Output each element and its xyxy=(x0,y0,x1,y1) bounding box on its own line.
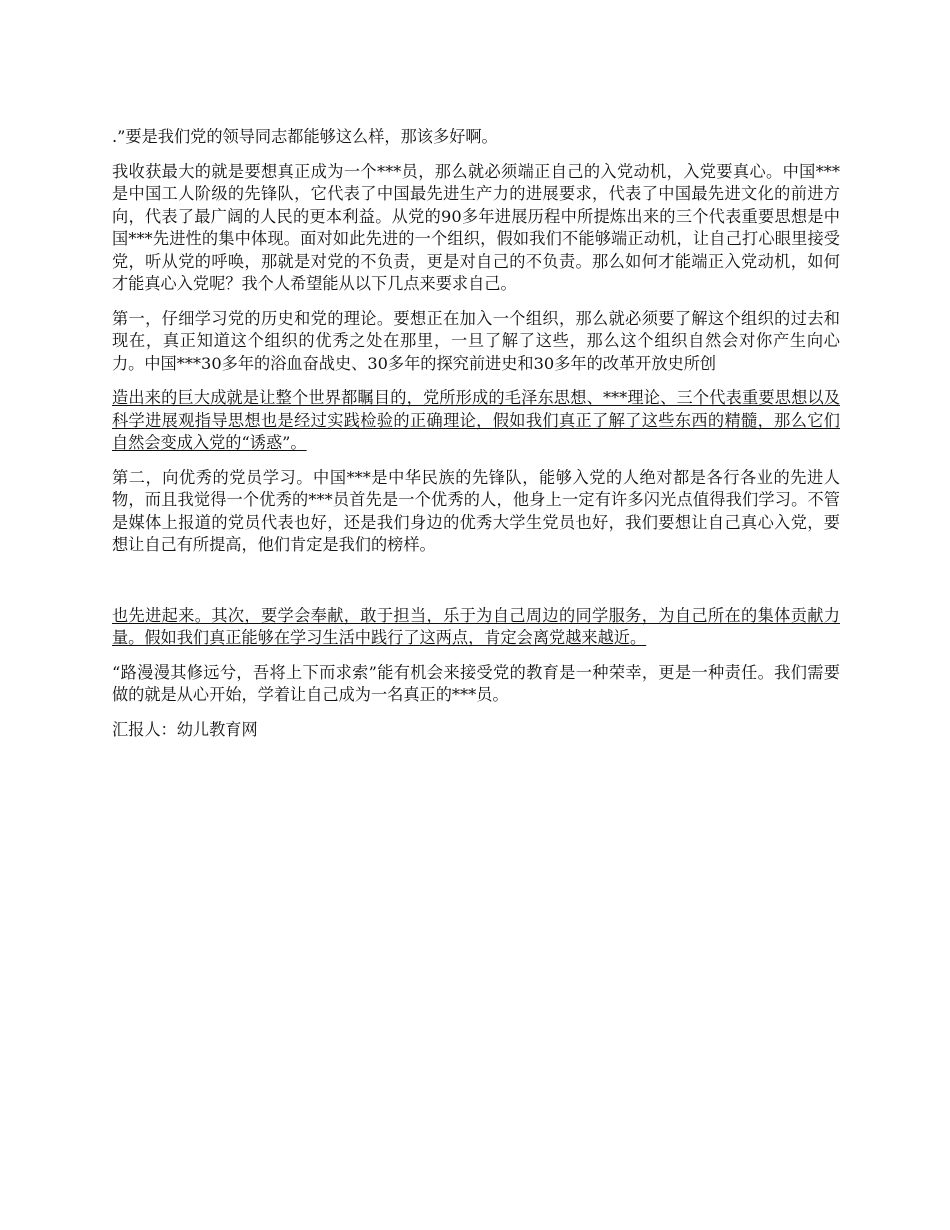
paragraph-closing-quote: .”要是我们党的领导同志都能够这么样，那该多好啊。 xyxy=(112,127,498,146)
paragraph-first-point-continued: 造出来的巨大成就是让整个世界都瞩目的，党所形成的毛泽东思想、***理论、三个代表重要思想以及科学进展观指导思想也是经过实践检验的正确理论，假如我们真正了解了这些东西的精髓，那么它们自然会变成入党的“诱惑”。 xyxy=(112,388,840,452)
paragraph-second-point-continued: 也先进起来。其次，要学会奉献，敢于担当，乐于为自己周边的同学服务，为自己所在的集体贡献力量。假如我们真正能够在学习生活中践行了这两点，肯定会离党越来越近。 xyxy=(112,605,840,647)
paragraph-motivation: 我收获最大的就是要想真正成为一个***员，那么就必须端正自己的入党动机，入党要真心。中国***是中国工人阶级的先锋队，它代表了中国最先进生产力的进展要求，代表了中国最先进文化的前进方向，代表了最广阔的人民的更本利益。从党的90多年进展历程中所提炼出来的三个代表重要思想是中国***先进性的集中体现。面对如此先进的一个组织，假如我们不能够端正动机，让自己打心眼里接受党，听从党的呼唤，那就是对党的不负责，更是对自己的不负责。那么如何才能端正入党动机，如何才能真心入党呢？我个人希望能从以下几点来要求自己。 xyxy=(112,161,840,293)
paragraph-conclusion: “路漫漫其修远兮，吾将上下而求索”能有机会来接受党的教育是一种荣幸，更是一种责任。我们需要做的就是从心开始，学着让自己成为一名真正的***员。 xyxy=(112,662,840,704)
section-gap xyxy=(112,569,840,605)
document-body xyxy=(112,126,840,753)
paragraph-second-point: 第二，向优秀的党员学习。中国***是中华民族的先锋队，能够入党的人绝对都是各行各业的先进人物，而且我觉得一个优秀的***员首先是一个优秀的人，他身上一定有许多闪光点值得我们学习。不管是媒体上报道的党员代表也好，还是我们身边的优秀大学生党员也好，我们要想让自己真心入党，要想让自己有所提高，他们肯定是我们的榜样。 xyxy=(112,467,840,554)
paragraph-first-point: 第一，仔细学习党的历史和党的理论。要想正在加入一个组织，那么就必须要了解这个组织的过去和现在，真正知道这个组织的优秀之处在那里，一旦了解了这些，那么这个组织自然会对你产生向心力。中国***30多年的浴血奋战史、30多年的探究前进史和30多年的改革开放史所创 xyxy=(112,308,840,373)
reporter-signature: 汇报人：幼儿教育网 xyxy=(112,719,258,739)
